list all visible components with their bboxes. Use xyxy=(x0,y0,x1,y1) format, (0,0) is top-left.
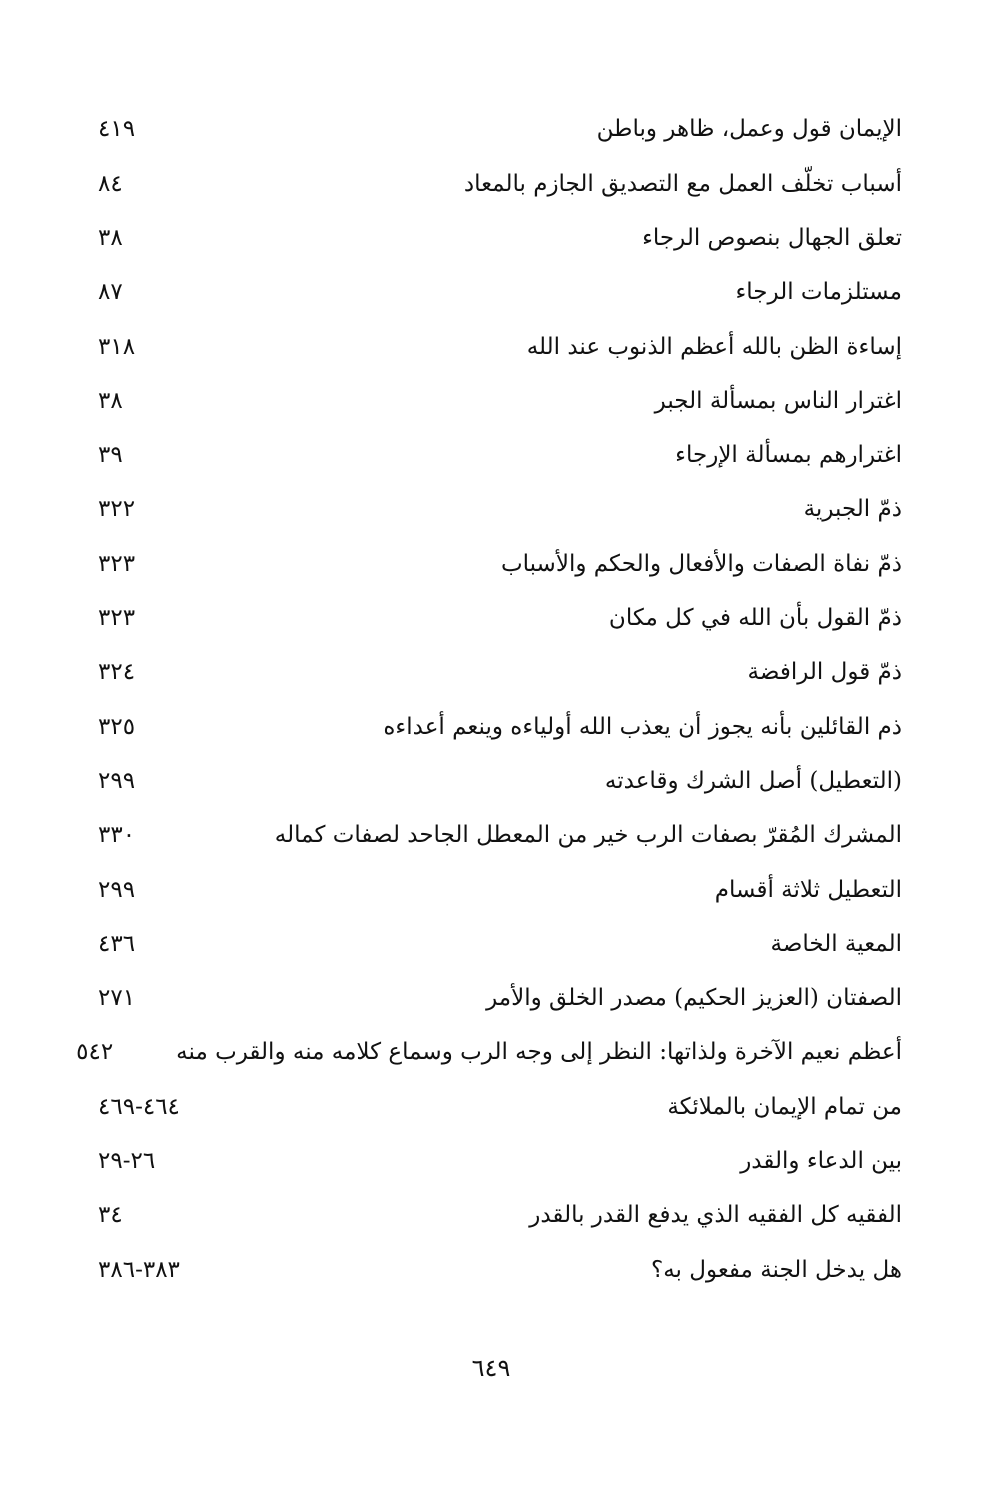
index-entry xyxy=(60,157,902,211)
entry-text: الصفتان (العزيز الحكيم) مصدر الخلق والأمر xyxy=(486,985,902,1012)
entry-text: أعظم نعيم الآخرة ولذاتها: النظر إلى وجه الرب وسماع كلامه منه والقرب منه xyxy=(176,1039,902,1066)
index-entry xyxy=(60,429,902,483)
entry-text: ذم القائلين بأنه يجوز أن يعذب الله أولياءه وينعم أعداءه xyxy=(383,713,902,740)
entry-page-ref: ٢٦-٢٩ xyxy=(98,1147,156,1174)
entry-page-ref: ٣٨ xyxy=(98,387,123,414)
index-list xyxy=(60,103,902,1298)
entry-text: ذمّ قول الرافضة xyxy=(747,659,902,686)
index-entry xyxy=(60,592,902,646)
entry-page-ref: ٣١٨ xyxy=(98,333,136,360)
index-entry xyxy=(60,972,902,1026)
entry-text: اغترارهم بمسألة الإرجاء xyxy=(675,442,902,469)
entry-page-ref: ٤١٩ xyxy=(98,116,136,143)
entry-text: هل يدخل الجنة مفعول به؟ xyxy=(650,1256,902,1283)
index-entry xyxy=(60,483,902,537)
entry-page-ref: ٣٨٣-٣٨٦ xyxy=(98,1256,180,1283)
entry-text: اغترار الناس بمسألة الجبر xyxy=(654,387,902,414)
entry-text: (التعطيل) أصل الشرك وقاعدته xyxy=(604,767,902,794)
entry-page-ref: ٨٧ xyxy=(98,279,123,306)
entry-text: إساءة الظن بالله أعظم الذنوب عند الله xyxy=(526,333,902,360)
index-entry xyxy=(60,212,902,266)
index-entry xyxy=(60,1243,902,1297)
entry-text: مستلزمات الرجاء xyxy=(735,279,902,306)
index-entry xyxy=(60,320,902,374)
entry-page-ref: ٣٤ xyxy=(98,1202,123,1229)
entry-text: من تمام الإيمان بالملائكة xyxy=(667,1093,902,1120)
index-entry xyxy=(60,700,902,754)
entry-page-ref: ٢٩٩ xyxy=(98,876,136,903)
entry-text: ذمّ القول بأن الله في كل مكان xyxy=(608,605,902,632)
entry-text: ذمّ نفاة الصفات والأفعال والحكم والأسباب xyxy=(500,550,902,577)
entry-page-ref: ٢٩٩ xyxy=(98,767,136,794)
entry-text: أسباب تخلّف العمل مع التصديق الجازم بالمعاد xyxy=(463,170,902,197)
entry-page-ref: ٣٢٢ xyxy=(98,496,136,523)
entry-text: الإيمان قول وعمل، ظاهر وباطن xyxy=(596,116,902,143)
entry-text: التعطيل ثلاثة أقسام xyxy=(714,876,902,903)
entry-page-ref: ٤٦٤-٤٦٩ xyxy=(98,1093,180,1120)
index-entry xyxy=(60,917,902,971)
entry-page-ref: ٤٣٦ xyxy=(98,930,136,957)
entry-page-ref: ٣٢٣ xyxy=(98,605,136,632)
index-entry xyxy=(60,646,902,700)
index-entry xyxy=(60,374,902,428)
entry-page-ref: ٣٨ xyxy=(98,224,123,251)
index-entry xyxy=(60,1189,902,1243)
entry-text: الفقيه كل الفقيه الذي يدفع القدر بالقدر xyxy=(529,1202,902,1229)
entry-page-ref: ٣٢٣ xyxy=(98,550,136,577)
index-entry xyxy=(60,809,902,863)
index-entry xyxy=(60,863,902,917)
index-entry xyxy=(60,1135,902,1189)
entry-text: المعية الخاصة xyxy=(770,930,902,957)
entry-page-ref: ٣٢٥ xyxy=(98,713,136,740)
index-entry xyxy=(60,537,902,591)
entry-text: بين الدعاء والقدر xyxy=(740,1147,902,1174)
index-entry xyxy=(60,103,902,157)
entry-page-ref: ٣٣٠ xyxy=(98,822,136,849)
page-number: ٦٤٩ xyxy=(471,1354,511,1382)
index-entry xyxy=(60,1080,902,1134)
entry-text: المشرك المُقرّ بصفات الرب خير من المعطل الجاحد لصفات كماله xyxy=(274,822,902,849)
entry-text: ذمّ الجبرية xyxy=(803,496,902,523)
entry-page-ref: ٣٩ xyxy=(98,442,123,469)
index-entry xyxy=(60,266,902,320)
index-entry xyxy=(60,1026,902,1080)
entry-page-ref: ٣٢٤ xyxy=(98,659,136,686)
index-entry xyxy=(60,755,902,809)
entry-text: تعلق الجهال بنصوص الرجاء xyxy=(642,224,902,251)
entry-page-ref: ٢٧١ xyxy=(98,985,136,1012)
entry-page-ref: ٥٤٢ xyxy=(76,1039,114,1066)
entry-page-ref: ٨٤ xyxy=(98,170,123,197)
